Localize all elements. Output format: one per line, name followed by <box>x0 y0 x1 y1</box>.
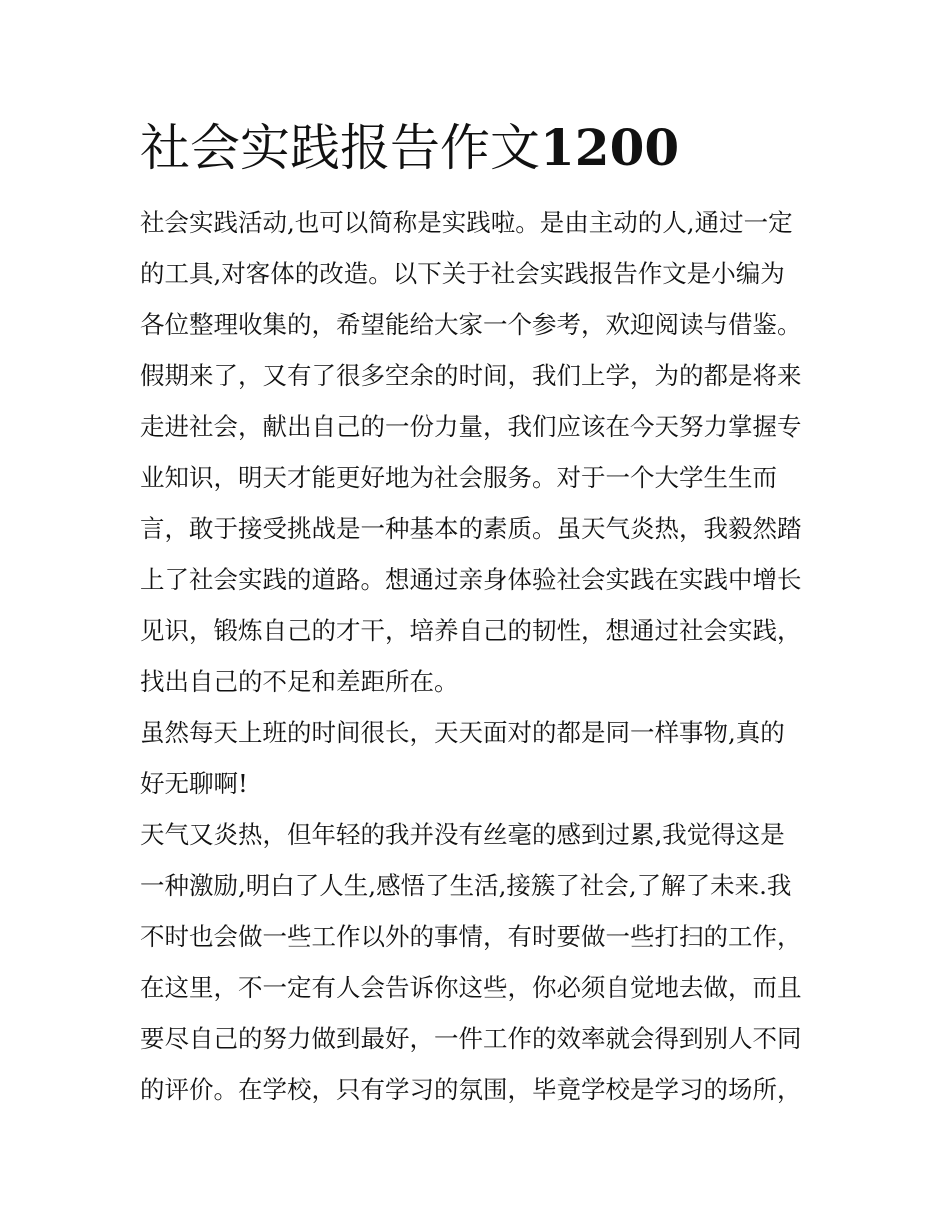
text-line: 天气又炎热，但年轻的我并没有丝毫的感到过累,我觉得这是 <box>140 820 785 849</box>
text-line: 不时也会做一些工作以外的事情，有时要做一些打扫的工作， <box>140 922 802 951</box>
title-number: 1200 <box>540 118 680 177</box>
text-line: 见识，锻炼自己的才干，培养自己的韧性，想通过社会实践， <box>140 616 802 645</box>
text-line: 找出自己的不足和差距所在。 <box>140 667 459 696</box>
text-line: 的评价。在学校，只有学习的氛围，毕竟学校是学习的场所， <box>140 1075 802 1104</box>
text-line: 走进社会，献出自己的一份力量，我们应该在今天努力掌握专 <box>140 412 802 441</box>
text-line: 要尽自己的努力做到最好，一件工作的效率就会得到别人不同 <box>140 1024 802 1053</box>
text-line: 一种激励,明白了人生,感悟了生活,接簇了社会,了解了未来.我 <box>140 871 792 900</box>
text-line: 业知识，明天才能更好地为社会服务。对于一个大学生生而 <box>140 463 777 492</box>
text-line: 好无聊啊! <box>140 769 248 798</box>
text-line: 言，敢于接受挑战是一种基本的素质。虽天气炎热，我毅然踏 <box>140 514 802 543</box>
page-title <box>140 116 679 180</box>
text-line: 假期来了，又有了很多空余的时间，我们上学，为的都是将来 <box>140 361 802 390</box>
text-line: 各位整理收集的，希望能给大家一个参考，欢迎阅读与借鉴。 <box>140 310 802 339</box>
text-line: 的工具,对客体的改造。以下关于社会实践报告作文是小编为 <box>140 259 785 288</box>
text-line: 在这里，不一定有人会告诉你这些，你必须自觉地去做，而且 <box>140 973 802 1002</box>
body-text <box>140 204 820 1122</box>
text-line: 社会实践活动,也可以简称是实践啦。是由主动的人,通过一定 <box>140 208 793 237</box>
title-text: 社会实践报告作文 <box>140 119 540 177</box>
text-line: 虽然每天上班的时间很长，天天面对的都是同一样事物,真的 <box>140 718 785 747</box>
text-line: 上了社会实践的道路。想通过亲身体验社会实践在实践中增长 <box>140 565 802 594</box>
